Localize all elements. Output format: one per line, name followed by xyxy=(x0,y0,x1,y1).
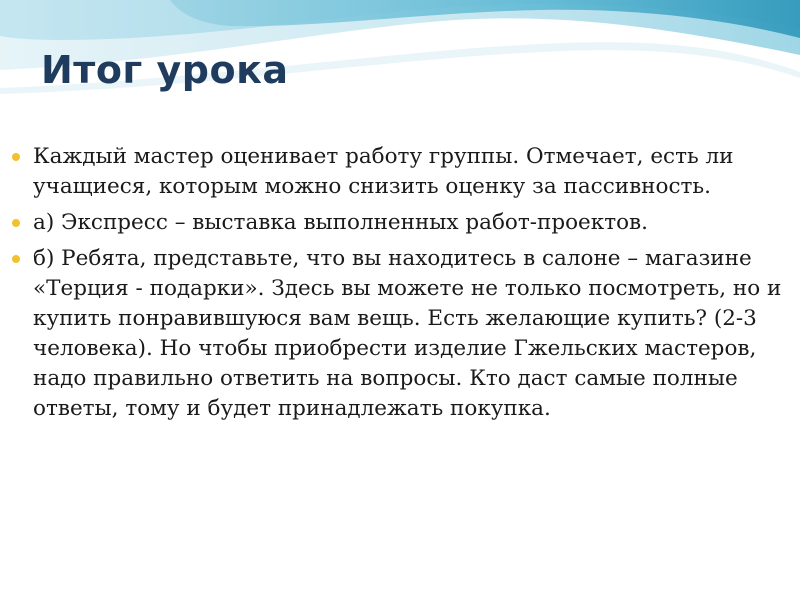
bullet-text: Каждый мастер оценивает работу группы. Отмечает, есть ли учащиеся, которым можно снизить оценку за пассивность. xyxy=(33,144,734,199)
bullet-text: б) Ребята, представьте, что вы находитесь в салоне – магазине «Терция - подарки». Здесь вы можете не только посмотреть, но и купить понравившуюся вам вещь. Есть желающие купить? (2-3 человека). Но чтобы приобрести изделие Гжельских мастеров, надо правильно ответить на вопросы. Кто даст самые полные ответы, тому и будет принадлежать покупка. xyxy=(33,246,782,421)
list-item xyxy=(12,142,792,202)
slide-title: Итог урока xyxy=(41,48,289,92)
bullet-dot-icon xyxy=(12,153,20,161)
list-item xyxy=(12,244,792,424)
bullet-dot-icon xyxy=(12,255,20,263)
bullet-list xyxy=(12,142,792,430)
bullet-text: а) Экспресс – выставка выполненных работ-проектов. xyxy=(33,210,648,235)
bullet-dot-icon xyxy=(12,219,20,227)
list-item xyxy=(12,208,792,238)
